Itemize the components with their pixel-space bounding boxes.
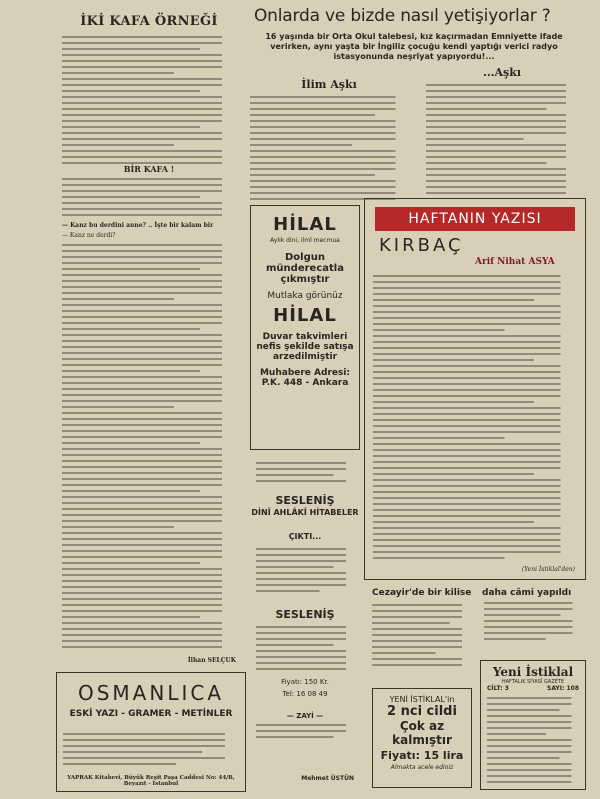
aski-body (426, 84, 578, 198)
yeni-istiklal-ad-issue: 2 nci cildi (387, 704, 457, 719)
yeni-istiklal-ad-note: Almakta acele ediniz (390, 764, 454, 771)
zayi-heading: — ZAYİ — (286, 712, 324, 720)
yeni-istiklal-title: Yeni İstiklal (492, 665, 574, 679)
article-body-2 (62, 178, 236, 220)
seslenis-body-2 (256, 626, 354, 674)
aski-column (420, 62, 584, 202)
seslenis-label-1: ÇIKTI... (288, 532, 322, 541)
hilal-title-2: HİLAL (273, 305, 337, 326)
hilal-promo-2: nefis şekilde satışa (256, 342, 354, 352)
cezayir-headline: Cezayir'de bir kilise (372, 588, 472, 598)
yeni-istiklal-info (487, 697, 579, 787)
author-ilhan-selcuk: İlhan SELÇUK (187, 657, 236, 664)
subhead-bir-kafa: BİR KAFA ! (123, 164, 175, 174)
seslenis-title-1: SESLENİŞ (275, 494, 335, 507)
cami-body (484, 602, 580, 644)
haftanin-yazisi-title: HAFTANIN YAZISI (408, 211, 542, 227)
hilal-title-1: HİLAL (273, 214, 337, 235)
seslenis-column (250, 458, 360, 788)
kirbac-body (373, 275, 577, 563)
deck-onlarda: 16 yaşında bir Orta Okul talebesi, kız kaçırmadan Emniyette ifade verirken, aynı yaşta bir İngiliz çocuğu kendi yaptığı verici radyo istasyonunda neşriyat yapıyordu!... (265, 32, 563, 61)
quote-line-2: — Kanz ne derdi? (62, 232, 116, 239)
yeni-istiklal-masthead (480, 660, 586, 790)
headline-onlarda-ve-bizde: Onlarda ve bizde nasıl yetişiyorlar ? (254, 6, 551, 26)
ilim-aski-column (244, 74, 414, 202)
aski-title: ...Aşkı (482, 66, 522, 79)
yeni-istiklal-number: SAYI: 108 (547, 685, 579, 692)
osmanlica-title: OSMANLICA (77, 681, 225, 705)
cami-headline: daha câmi yapıldı (482, 588, 572, 598)
quote-line-1: — Kanz bu derdini anne? .. İşte bir kalam bir (62, 222, 214, 229)
article-body-1 (62, 36, 236, 168)
zayi-body (256, 724, 354, 742)
ilim-aski-title: İlim Aşkı (301, 78, 357, 91)
cami-article (478, 584, 586, 654)
seslenis-subtitle-1: DİNÎ AHLÂKÎ HİTABELER (251, 508, 359, 517)
haftanin-yazisi-box (364, 198, 586, 580)
haftanin-yazisi-banner (375, 207, 575, 231)
yeni-istiklal-ad (372, 688, 472, 788)
yeni-istiklal-subtitle: HAFTALIK SİYASÎ GAZETE (501, 679, 565, 685)
hilal-address-label: Muhabere Adresi: (259, 368, 351, 378)
hilal-line-1: Dolgun (285, 252, 325, 263)
seslenis-price: Fiyatı: 150 Kr. (281, 678, 329, 686)
hilal-advertisement (250, 205, 360, 450)
hilal-promo-1: Duvar takvimleri (262, 332, 348, 342)
seslenis-tel: Tel: 16 08 49 (282, 690, 328, 698)
hilal-line-4: Mutlaka görünüz (267, 291, 343, 301)
hilal-tagline: Aylık dini, ilmî mecmua (270, 237, 340, 244)
kirbac-title: KIRBAÇ (379, 235, 464, 256)
top-article (244, 0, 584, 70)
osmanlica-subtitle: ESKİ YAZI - GRAMER - METİNLER (69, 709, 233, 719)
kirbac-author: Arif Nihat ASYA (475, 257, 555, 267)
seslenis-author: Mehmet ÜSTÜN (301, 775, 354, 782)
yeni-istiklal-ad-price: Fiyatı: 15 lira (380, 749, 464, 762)
article-body-3 (62, 244, 236, 652)
cezayir-body (372, 604, 470, 670)
yeni-istiklal-volume: CİLT: 3 (487, 685, 509, 692)
osmanlica-advertisement (56, 672, 246, 792)
seslenis-body-1 (256, 548, 354, 596)
hilal-promo-3: arzedilmiştir (272, 352, 338, 362)
osmanlica-body (63, 733, 239, 769)
hilal-address: P.K. 448 - Ankara (261, 378, 349, 388)
headline-iki-kafa: İKİ KAFA ÖRNEĞİ (80, 14, 218, 29)
hilal-line-2: münderecatla (266, 263, 344, 274)
hilal-line-3: çıkmıştır (280, 274, 330, 285)
yeni-istiklal-ad-title: YENİ İSTİKLAL'in (389, 695, 455, 704)
seslenis-title-2: SESLENİŞ (275, 608, 335, 621)
ilim-aski-body (250, 96, 408, 202)
kirbac-source: (Yeni İstiklal'den) (521, 566, 575, 573)
seslenis-intro (256, 462, 354, 486)
yeni-istiklal-ad-tagline: Çok az kalmıştır (392, 719, 452, 747)
osmanlica-footer: YAPRAK Kitabevi, Büyük Reşit Paşa Caddesi No: 44/B, Beyazıt - İstanbul (67, 775, 235, 787)
column-iki-kafa (56, 4, 242, 670)
